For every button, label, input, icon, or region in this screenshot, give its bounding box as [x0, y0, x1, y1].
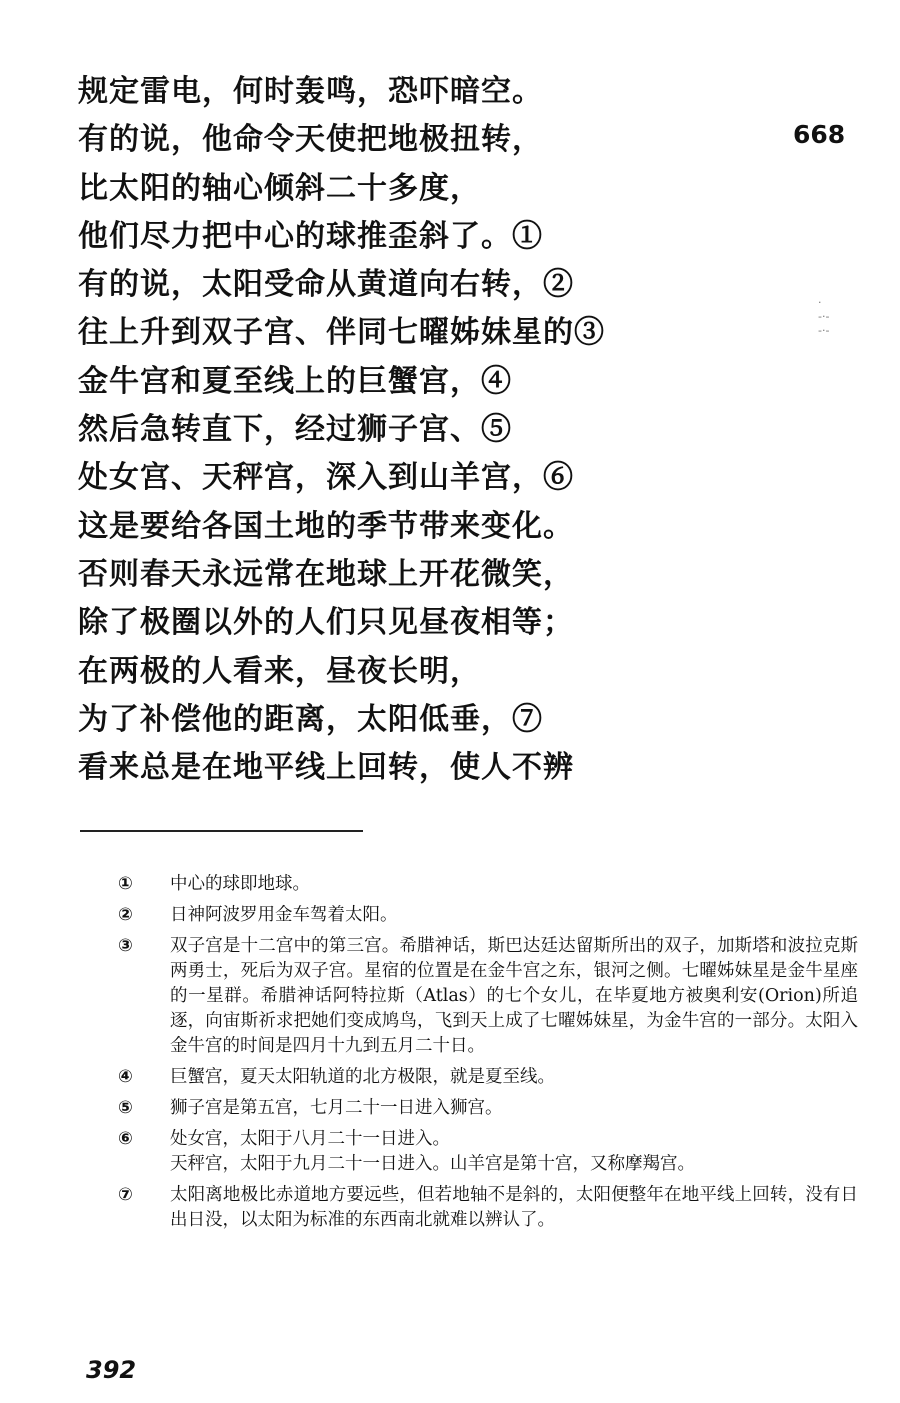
- footnote-item: [118, 1065, 858, 1090]
- footnote-text: 太阳离地极比赤道地方要远些，但若地轴不是斜的，太阳便整年在地平线上回转，没有日出日没，以太阳为标准的东西南北就难以辨认了。: [170, 1185, 858, 1230]
- poem-line: 在两极的人看来，昼夜长明，: [78, 653, 481, 689]
- footnote-text: 狮子宫是第五宫，七月二十一日进入狮宫。: [170, 1098, 503, 1118]
- poem-line: 为了补偿他的距离，太阳低垂，⑦: [78, 701, 543, 737]
- footnote-marker: ①: [118, 874, 133, 894]
- poem-text: [78, 68, 798, 792]
- footnote-marker: ⑥: [118, 1129, 133, 1149]
- footnote-text: 中心的球即地球。: [170, 874, 310, 894]
- poem-line: 往上升到双子宫、伴同七曜姊妹星的③: [78, 315, 605, 351]
- footnote-marker: ⑤: [118, 1098, 133, 1118]
- footnote-item: [118, 1096, 858, 1121]
- poem-line: 处女宫、天秤宫，深入到山羊宫，⑥: [78, 460, 574, 496]
- poem-line: 金牛宫和夏至线上的巨蟹宫，④: [78, 363, 512, 399]
- footnote-marker: ③: [118, 936, 133, 956]
- footnote-item: [118, 934, 858, 1059]
- footnote-item: [118, 872, 858, 897]
- footnote-item: [118, 1183, 858, 1233]
- footnote-text: 处女宫，太阳于八月二十一日进入。 天秤宫，太阳于九月二十一日进入。山羊宫是第十宫，又称摩羯宫。: [170, 1129, 695, 1174]
- footnotes: [118, 872, 858, 1239]
- poem-line: 然后急转直下，经过狮子宫、⑤: [78, 412, 512, 448]
- verse-line-number: 668: [793, 120, 846, 149]
- poem-line: 看来总是在地平线上回转，使人不辨: [78, 750, 574, 786]
- poem-line: 除了极圈以外的人们只见昼夜相等；: [78, 605, 574, 641]
- poem-line: 否则春天永远常在地球上开花微笑，: [78, 556, 574, 592]
- page-number: 392: [86, 1356, 137, 1384]
- footnote-marker: ②: [118, 905, 133, 925]
- footnote-divider: [80, 830, 363, 832]
- footnote-text: 巨蟹宫，夏天太阳轨道的北方极限，就是夏至线。: [170, 1067, 555, 1087]
- poem-line: 他们尽力把中心的球推歪斜了。①: [78, 218, 543, 254]
- footnote-item: [118, 1127, 858, 1177]
- poem-line: 这是要给各国土地的季节带来变化。: [78, 508, 574, 544]
- footnote-text: 双子宫是十二宫中的第三宫。希腊神话，斯巴达廷达留斯所出的双子，加斯塔和波拉克斯两勇士，死后为双子宫。星宿的位置是在金牛宫之东，银河之侧。七曜姊妹星是金牛星座的一星群。希腊神话阿特拉斯（Atlas）的七个女儿，在毕夏地方被奥利安(Orion)所追逐，向宙斯祈求把她们变成鸠鸟，飞到天上成了七曜姊妹星，为金牛宫的一部分。太阳入金牛宫的时间是四月十九到五月二十日。: [170, 936, 858, 1056]
- poem-line: 有的说，太阳受命从黄道向右转，②: [78, 267, 574, 303]
- poem-line: 规定雷电，何时轰鸣，恐吓暗空。: [78, 74, 543, 109]
- margin-scan-marks: · -·- -·-: [818, 296, 830, 337]
- footnote-item: [118, 903, 858, 928]
- poem-line: 有的说，他命令天使把地极扭转，: [78, 122, 543, 158]
- footnote-marker: ④: [118, 1067, 133, 1087]
- footnote-marker: ⑦: [118, 1185, 133, 1205]
- poem-line: 比太阳的轴心倾斜二十多度，: [78, 170, 481, 206]
- footnote-text: 日神阿波罗用金车驾着太阳。: [170, 905, 398, 925]
